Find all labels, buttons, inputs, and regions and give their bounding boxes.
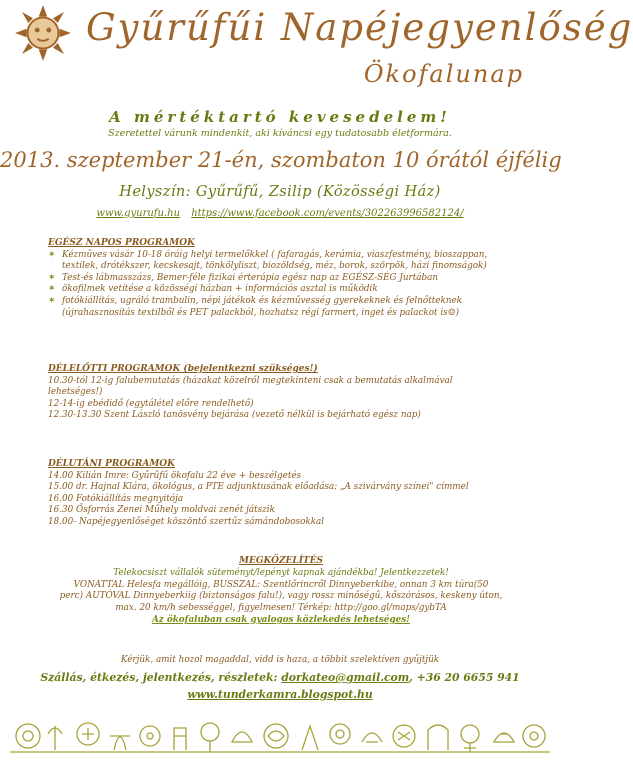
allday-heading: EGÉSZ NAPOS PROGRAMOK — [48, 238, 195, 248]
sun-logo-icon — [14, 4, 72, 62]
motto: A mértéktartó kevesedelem! — [109, 108, 451, 126]
approach-section — [48, 556, 514, 627]
event-date: 2013. szeptember 21-én, szombaton 10 órától éjfélig — [0, 148, 562, 172]
allday-section — [48, 238, 514, 319]
list-item: 16.00 Fotókiállítás megnyitója — [48, 493, 184, 504]
list-item: 14.00 Kilián Imre: Gyűrűfű ökofalu 22 éve + beszélgetés — [48, 470, 302, 481]
star-bullet-icon: ✶ — [48, 272, 56, 283]
main-title: Gyűrűfűi Napéjegyenlőség — [86, 6, 633, 49]
footer — [0, 655, 560, 701]
approach-heading: MEGKÖZELÍTÉS — [239, 556, 323, 566]
morning-section — [48, 364, 514, 422]
star-bullet-icon: ✶ — [48, 284, 56, 295]
list-item: 10.30-tól 12-ig falubemutatás (házakat közelről megtekinteni csak a bemutatás alkalmával — [48, 375, 453, 386]
list-item: ✶ Test-és lábmasszázs, Bemer-féle fizikai érterápia egész nap az EGÉSZ-SÉG Jurtában — [48, 272, 439, 283]
event-location: Helyszín: Gyűrűfű, Zsilip (Közösségi Ház) — [119, 184, 441, 200]
star-bullet-icon: ✶ — [48, 249, 56, 260]
morning-heading: DÉLELŐTTI PROGRAMOK (bejelentkezni szükséges!) — [48, 364, 318, 374]
email-link[interactable]: dorkateo@gmail.com — [281, 671, 410, 684]
welcome-text: Szeretettel várunk mindenkit, aki kíváncsi egy tudatosabb életformára. — [108, 128, 452, 139]
star-bullet-icon: ✶ — [48, 295, 56, 306]
approach-line: VONATTAL Helesfa megállóig, BUSSZAL: Szentlőrincről Dinnyeberkibe, onnan 3 km túra(50 — [73, 579, 489, 590]
list-item: 16.30 Ősforrás Zenei Műhely moldvai zenét játszik — [48, 505, 275, 516]
list-item: 12.30-13.30 Szent László tanösvény bejárása (vezető nélkül is bejárható egész nap) — [48, 410, 421, 421]
list-item: 12-14-ig ebédidő (egytálétel előre rendelhető) — [48, 398, 254, 409]
afternoon-section — [48, 459, 514, 529]
phone-number: , +36 20 6655 941 — [409, 671, 520, 684]
list-item: lehetséges!) — [48, 387, 103, 398]
waste-note: Kérjük, amit hozol magaddal, vidd is haza, a többit szelektíven gyűjtjük — [120, 655, 440, 665]
list-item: ✶ Kézműves vásár 10-18 óráig helyi termelőkkel ( fafaragás, kerámia, viaszfestmény, bioszappan, textilek, drótékszer, kecskesajt, tönkölyliszt, biozöldség, méz, borok, szörpök, házi finomságok) — [48, 249, 488, 272]
approach-line: Telekocsiszt vállalók süteményt/lepényt kapnak ajándékba! Jelentkezzetek! — [113, 567, 449, 578]
blog-link[interactable]: www.tunderkamra.blogspot.hu — [187, 688, 373, 701]
facebook-link[interactable]: https://www.facebook.com/events/302263996582124/ — [191, 208, 464, 219]
list-item: 15.00 dr. Hajnal Klára, ökológus, a PTE adjunktusának előadása: „A szivárvány színei" címmel — [48, 482, 469, 493]
contact-line — [0, 671, 560, 684]
list-item: 18.00- Napéjegyenlőséget köszöntő szertűz sámándobosokkal — [48, 516, 325, 527]
subtitle: Ökofalunap — [363, 60, 524, 88]
website-link[interactable]: www.gyurufu.hu — [96, 208, 181, 219]
list-item: ✶ fotókiállítás, ugráló trambulin, népi játékok és kézművesség gyerekeknek és felnőtteknek (újrahasznosítás textilből és PET palackból, hozhatsz régi farmert, inget és palackot is☺) — [48, 295, 463, 318]
approach-line: perc) AUTÓVAL Dinnyeberkiig (biztonságos falu!), vagy rossz minőségű, kőszórásos, keskeny úton, — [59, 591, 503, 602]
links-row — [0, 208, 560, 219]
pedestrian-note: Az ökofaluban csak gyalogos közlekedés lehetséges! — [151, 614, 411, 625]
decorative-border-icon — [10, 712, 550, 756]
afternoon-heading: DÉLUTÁNI PROGRAMOK — [48, 459, 175, 469]
list-item: ✶ ökofilmek vetítése a közösségi házban + információs asztal is működik — [48, 284, 378, 295]
contact-label: Szállás, étkezés, jelentkezés, részletek: — [40, 671, 278, 684]
approach-line: max. 20 km/h sebességgel, figyelmesen! Térkép: http://goo.gl/maps/gybTA — [115, 603, 447, 614]
